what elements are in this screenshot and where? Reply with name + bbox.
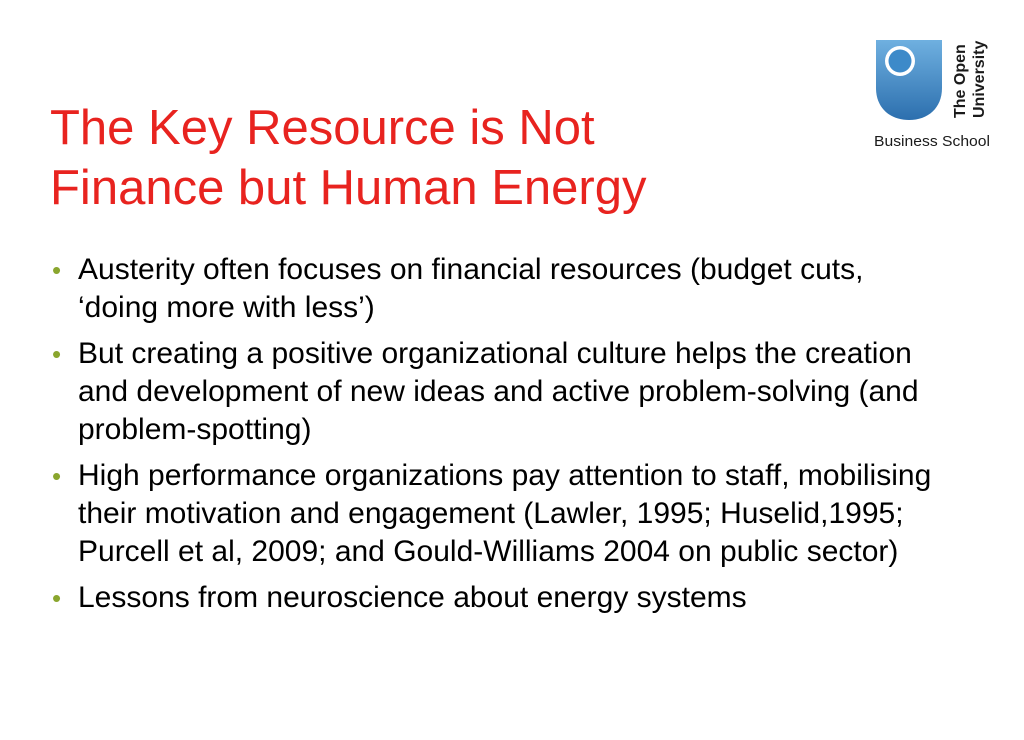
bullet-marker: • (52, 339, 62, 369)
logo-text-line-1: The Open (952, 44, 969, 118)
logo-text-line-2: University (971, 40, 988, 118)
bullet-marker: • (52, 583, 62, 613)
bullet-item (50, 335, 950, 449)
bullet-item (50, 457, 950, 571)
shield-icon (876, 40, 942, 120)
logo-subtitle: Business School (874, 133, 990, 150)
bullet-text: High performance organizations pay attention to staff, mobilising their motivation and engagement (Lawler, 1995; Huselid,1995; Purcell et al, 2009; and Gould-Williams 2004 on public sector) (78, 459, 932, 568)
bullet-text: Lessons from neuroscience about energy systems (78, 581, 747, 614)
title-line-2: Finance but Human Energy (50, 161, 647, 215)
bullet-item (50, 579, 950, 617)
slide-title (50, 98, 850, 218)
bullet-list (50, 251, 950, 625)
title-line-1: The Key Resource is Not (50, 101, 595, 155)
bullet-marker: • (52, 255, 62, 285)
open-university-logo (870, 36, 994, 154)
bullet-text: Austerity often focuses on financial resources (budget cuts, ‘doing more with less’) (78, 253, 864, 324)
bullet-marker: • (52, 461, 62, 491)
bullet-text: But creating a positive organizational culture helps the creation and development of new ideas and active problem-solving (and problem-spotting) (78, 337, 919, 446)
bullet-item (50, 251, 950, 327)
